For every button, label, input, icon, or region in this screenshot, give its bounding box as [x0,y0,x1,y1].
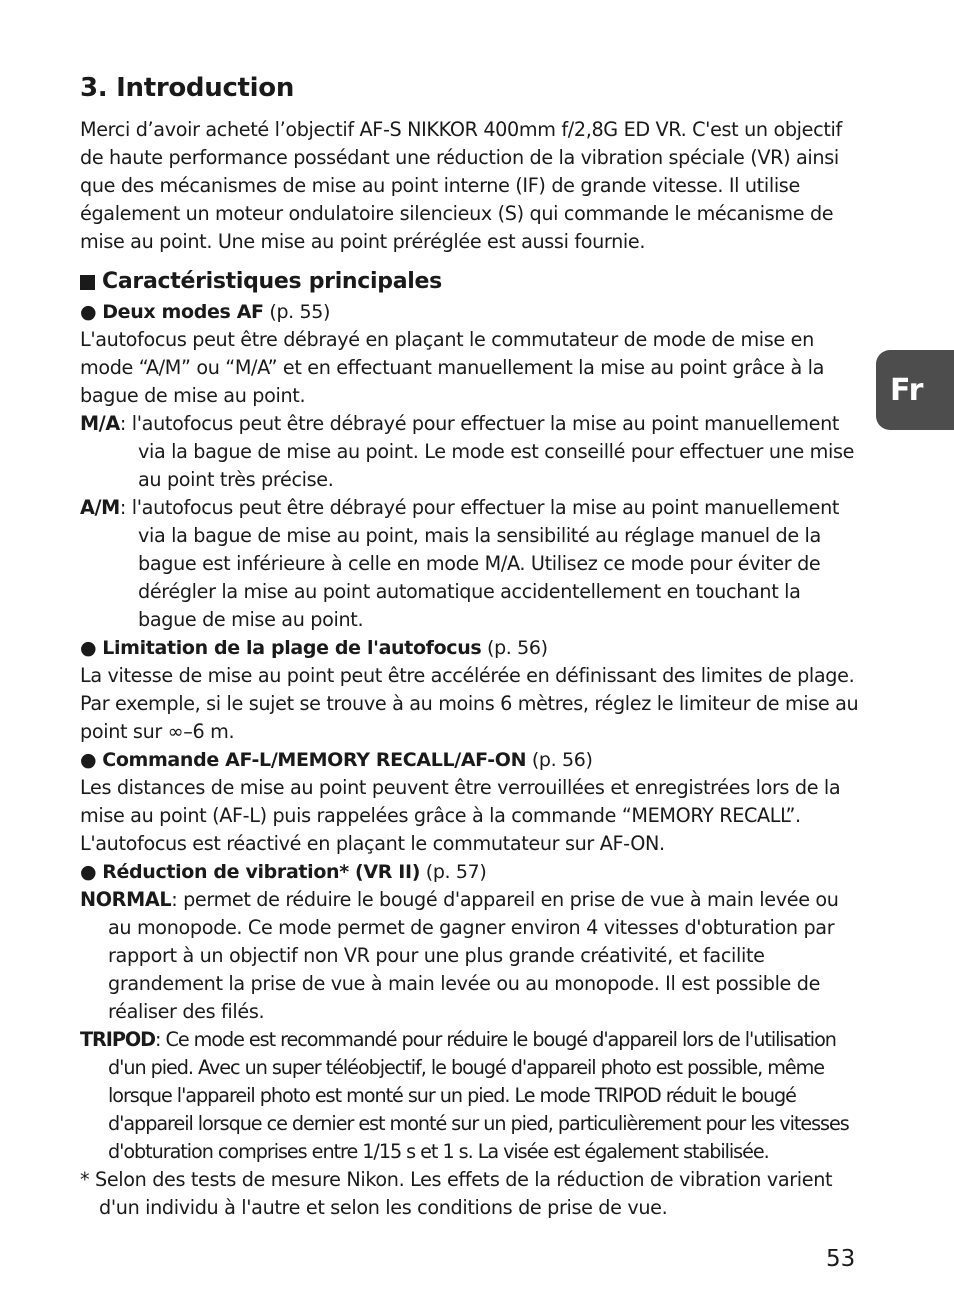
section-title: Caractéristiques principales [102,269,442,294]
feature-title: Limitation de la plage de l'autofocus [102,637,482,659]
bullet-icon: ● [80,637,97,659]
feature-body: L'autofocus peut être débrayé en plaçant le commutateur de mode de mise en mode “A/M” ou “M/A” et en effectuant manuellement la mise au point grâce à la bague de mise au point. [80,328,825,407]
page-ref: (p. 56) [526,749,593,771]
language-tab: Fr [876,350,954,430]
page-content [80,70,862,1222]
page-ref: (p. 55) [263,301,331,323]
feature-heading-limit [80,634,862,662]
term-tripod: TRIPOD [80,1028,156,1051]
term-ma: M/A [80,412,120,435]
bullet-icon: ● [80,861,97,883]
footnote: * Selon des tests de mesure Nikon. Les effets de la réduction de vibration varient d'un individu à l'autre et selon les conditions de prise de vue. [80,1168,833,1219]
feature-heading-af-modes [80,298,862,326]
feature-title: Commande AF-L/MEMORY RECALL/AF-ON [102,749,527,771]
desc-am: : l'autofocus peut être débrayé pour effectuer la mise au point manuellement via la bague de mise au point, mais la sensibilité au réglage manuel de la bague est inférieure à celle en mode M/A. Utilisez ce mode pour éviter de dérégler la mise au point automatique accidentellement en touchant la bague de mise au point. [119,496,840,631]
feature-body: La vitesse de mise au point peut être accélérée en définissant des limites de plage. Par exemple, si le sujet se trouve à au moins 6 mètres, réglez le limiteur de mise au point sur ∞–6 m. [80,664,859,743]
term-normal: NORMAL [80,888,172,911]
definition-normal [80,886,862,1026]
bullet-icon: ● [80,749,97,771]
intro-paragraph: Merci d’avoir acheté l’objectif AF-S NIKKOR 400mm f/2,8G ED VR. C'est un objectif de haute performance possédant une réduction de la vibration spéciale (VR) ainsi que des mécanismes de mise au point interne (IF) de grande vitesse. Il utilise également un moteur ondulatoire silencieux (S) qui commande le mécanisme de mise au point. Une mise au point préréglée est aussi fournie. [80,118,842,253]
section-heading [80,266,862,298]
definition-am [80,494,862,634]
term-am: A/M [80,496,120,519]
definition-tripod [80,1026,862,1166]
feature-body: Les distances de mise au point peuvent être verrouillées et enregistrées lors de la mise au point (AF-L) puis rappelées grâce à la commande “MEMORY RECALL”. L'autofocus est réactivé en plaçant le commutateur sur AF-ON. [80,776,841,855]
feature-title: Réduction de vibration* (VR II) [102,861,421,883]
page-number: 53 [826,1246,856,1272]
bullet-icon: ● [80,301,97,323]
definition-ma [80,410,862,494]
square-bullet-icon [80,275,95,290]
desc-normal: : permet de réduire le bougé d'appareil en prise de vue à main levée ou au monopode. Ce mode permet de gagner environ 4 vitesses d'obturation par rapport à un objectif non VR pour une plus grande créativité, et facilite grandement la prise de vue à main levée ou au monopode. Il est possible de réaliser des filés. [108,888,839,1023]
feature-heading-vr [80,858,862,886]
desc-tripod: : Ce mode est recommandé pour réduire le bougé d'appareil lors de l'utilisation d'un pied. Avec un super téléobjectif, le bougé d'appareil photo est possible, même lorsque l'appareil photo est monté sur un pied. Le mode TRIPOD réduit le bougé d'appareil lorsque ce dernier est monté sur un pied, particulièrement pour les vitesses d'obturation comprises entre 1/15 s et 1 s. La visée est également stabilisée. [108,1028,849,1163]
feature-title: Deux modes AF [102,301,264,323]
desc-ma: : l'autofocus peut être débrayé pour effectuer la mise au point manuellement via la bague de mise au point. Le mode est conseillé pour effectuer une mise au point très précise. [119,412,855,491]
feature-heading-memory [80,746,862,774]
page-ref: (p. 57) [420,861,487,883]
page-ref: (p. 56) [481,637,548,659]
page-title: 3. Introduction [80,73,295,103]
